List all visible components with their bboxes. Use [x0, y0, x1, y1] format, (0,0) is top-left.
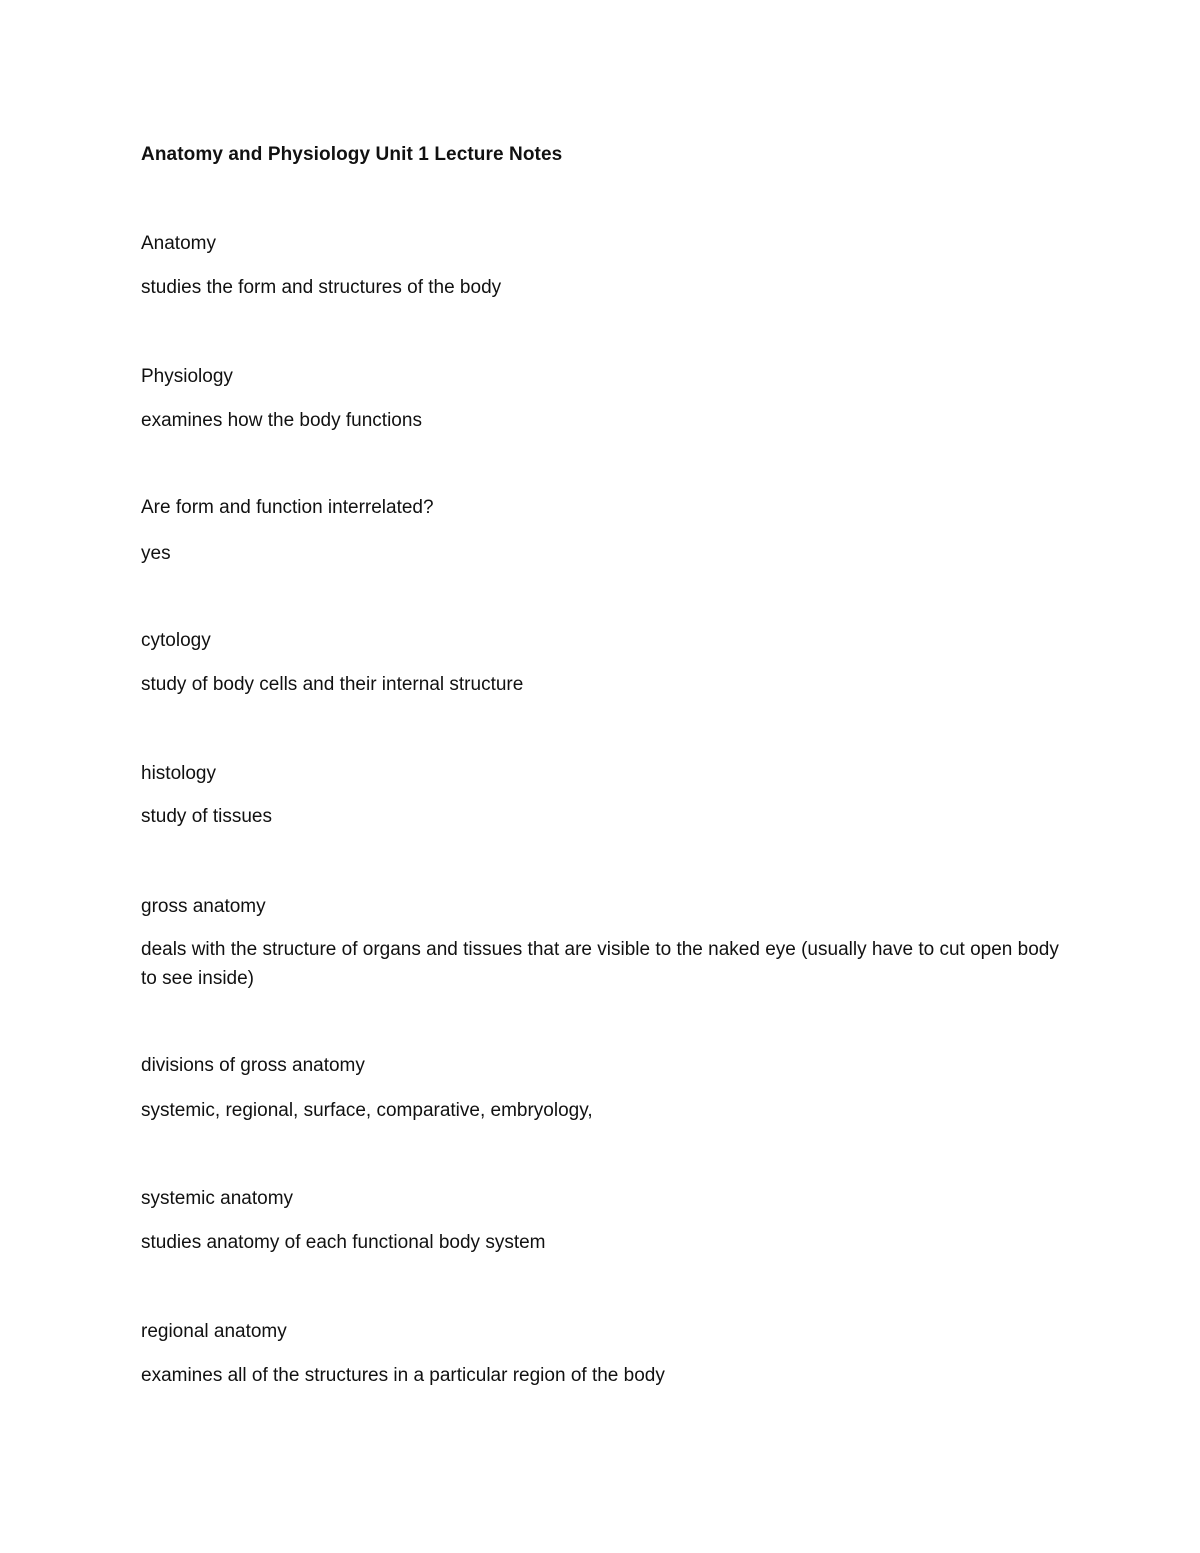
term-cytology: cytology — [141, 630, 211, 651]
definition-cytology: study of body cells and their internal structure — [141, 674, 524, 695]
term-regional-anatomy: regional anatomy — [141, 1321, 287, 1342]
term-histology: histology — [141, 763, 216, 784]
document-title: Anatomy and Physiology Unit 1 Lecture Notes — [141, 144, 563, 165]
term-gross-anatomy: gross anatomy — [141, 896, 266, 917]
definition-regional-anatomy: examines all of the structures in a particular region of the body — [141, 1365, 665, 1386]
definition-divisions-gross-anatomy: systemic, regional, surface, comparative, embryology, — [141, 1100, 593, 1121]
definition-form-function-answer: yes — [141, 543, 171, 564]
definition-gross-anatomy: deals with the structure of organs and tissues that are visible to the naked eye (usually have to cut open body to see inside) — [141, 939, 1059, 989]
definition-systemic-anatomy: studies anatomy of each functional body system — [141, 1232, 546, 1253]
term-systemic-anatomy: systemic anatomy — [141, 1188, 294, 1209]
definition-histology: study of tissues — [141, 806, 272, 827]
term-physiology: Physiology — [141, 366, 233, 387]
term-form-function-question: Are form and function interrelated? — [141, 497, 434, 518]
definition-physiology: examines how the body functions — [141, 410, 422, 431]
term-anatomy: Anatomy — [141, 233, 216, 254]
term-divisions-gross-anatomy: divisions of gross anatomy — [141, 1055, 365, 1076]
definition-anatomy: studies the form and structures of the body — [141, 277, 502, 298]
